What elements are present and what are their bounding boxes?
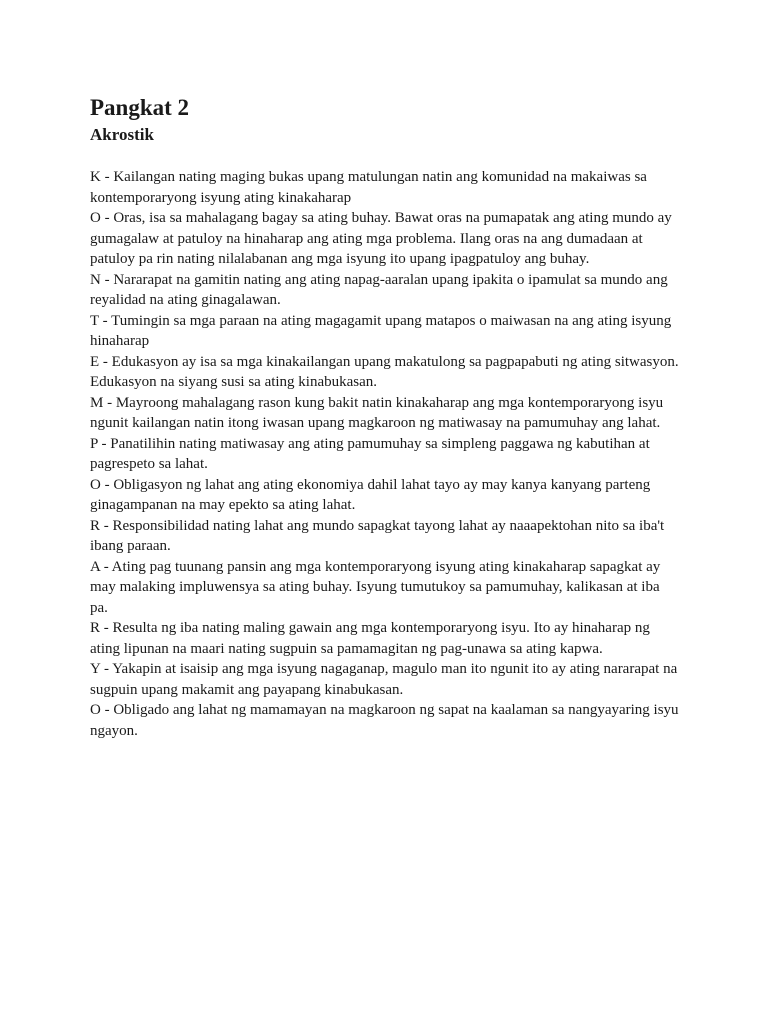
acrostic-entry-n: N - Nararapat na gamitin nating ang ating napag-aaralan upang ipakita o ipamulat sa mundo ang reyalidad na ating ginagalawan.	[90, 271, 668, 308]
acrostic-entry-y: Y - Yakapin at isaisip ang mga isyung nagaganap, magulo man ito ngunit ito ay ating nararapat na sugpuin upang makamit ang payapang kinabukasan.	[90, 661, 678, 698]
acrostic-entry-t: T - Tumingin sa mga paraan na ating magagamit upang matapos o maiwasan na ang ating isyung hinaharap	[90, 312, 672, 349]
acrostic-entry-r: R - Responsibilidad nating lahat ang mundo sapagkat tayong lahat ay naaapektohan nito sa iba't ibang paraan.	[90, 517, 665, 554]
acrostic-list	[90, 167, 680, 741]
document-title: Pangkat 2	[90, 95, 190, 120]
acrostic-entry-o2: O - Obligasyon ng lahat ang ating ekonomiya dahil lahat tayo ay may kanya kanyang parteng ginagampanan na may epekto sa ating lahat.	[90, 476, 651, 513]
document-subtitle: Akrostik	[90, 125, 154, 144]
acrostic-entry-m: M - Mayroong mahalagang rason kung bakit natin kinakaharap ang mga kontemporaryong isyu ngunit kailangan natin itong iwasan upang magkaroon ng matiwasay na pamumuhay ang lahat.	[90, 394, 664, 431]
acrostic-entry-o: O - Oras, isa sa mahalagang bagay sa ating buhay. Bawat oras na pumapatak ang ating mundo ay gumagalaw at patuloy na hinaharap ang ating mga problema. Ilang oras na ang dumadaan at patuloy pa rin nating nilalabanan ang mga isyung ito upang ipagpatuloy ang buhay.	[90, 210, 672, 267]
acrostic-entry-k: K - Kailangan nating maging bukas upang matulungan natin ang komunidad na makaiwas sa kontemporaryong isyung ating kinakaharap	[90, 169, 647, 206]
document-page	[90, 93, 680, 741]
acrostic-entry-r2: R - Resulta ng iba nating maling gawain ang mga kontemporaryong isyu. Ito ay hinaharap ng ating lipunan na maari nating sugpuin sa pamamagitan ng pag-unawa sa ating kapwa.	[90, 620, 650, 657]
acrostic-entry-a: A - Ating pag tuunang pansin ang mga kontemporaryong isyung ating kinakaharap sapagkat ay may malaking impluwensya sa ating buhay. Isyung tumutukoy sa pamumuhay, kalikasan at iba pa.	[90, 558, 661, 616]
acrostic-entry-e: E - Edukasyon ay isa sa mga kinakailangan upang makatulong sa pagpapabuti ng ating sitwasyon. Edukasyon na siyang susi sa ating kinabukasan.	[90, 353, 679, 390]
acrostic-entry-p: P - Panatilihin nating matiwasay ang ating pamumuhay sa simpleng paggawa ng kabutihan at pagrespeto sa lahat.	[90, 435, 650, 472]
acrostic-entry-o3: O - Obligado ang lahat ng mamamayan na magkaroon ng sapat na kaalaman sa nangyayaring isyu ngayon.	[90, 702, 679, 739]
